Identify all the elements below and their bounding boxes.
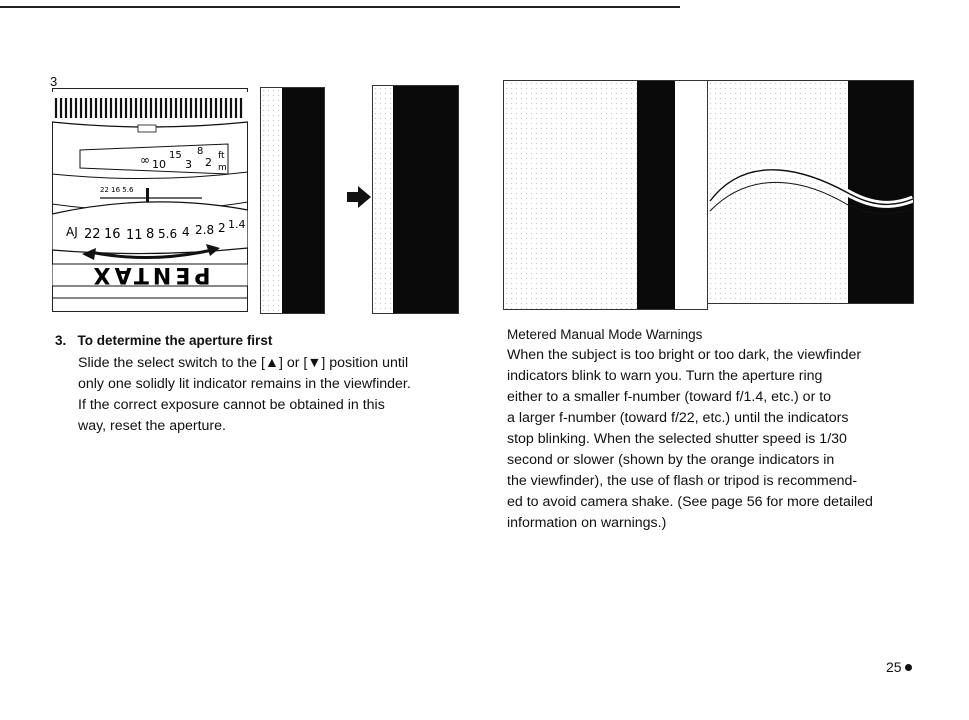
left-heading-text: To determine the aperture first: [77, 333, 273, 348]
right-heading: Metered Manual Mode Warnings: [507, 327, 703, 342]
aperture-5-6: 5.6: [158, 227, 178, 241]
brand-pentax: PENTAX: [89, 262, 211, 287]
aperture-prefix: AJ: [66, 225, 78, 239]
aperture-2-8: 2.8: [195, 223, 215, 237]
distance-10: 10: [152, 158, 166, 171]
unit-m: m: [218, 163, 227, 173]
aperture-2: 2: [218, 221, 226, 235]
left-body-line: If the correct exposure cannot be obtained in this: [78, 397, 385, 413]
arrow-right-icon: [347, 186, 371, 208]
lens-illustration: [52, 88, 248, 312]
page-number: [886, 659, 912, 675]
viewfinder-panel-2: [372, 85, 459, 314]
distance-15: 15: [169, 150, 182, 161]
page-number-value: 25: [886, 659, 902, 675]
figure-number: 3: [50, 74, 58, 89]
distance-infinity: ∞: [140, 153, 150, 167]
left-body-line: Slide the select switch to the [▲] or [▼] position until: [78, 355, 409, 371]
viewfinder-panel-1: [260, 87, 325, 314]
left-body-line: only one solidly lit indicator remains in the viewfinder.: [78, 376, 411, 392]
distance-3: 3: [185, 158, 192, 171]
aperture-16: 16: [104, 227, 121, 242]
blink-wave: [708, 81, 913, 303]
distance-8: 8: [197, 146, 204, 157]
viewfinder-1-indicator-bar: [282, 88, 324, 313]
viewfinder-panel-3: [503, 80, 708, 310]
aperture-11: 11: [126, 228, 143, 243]
viewfinder-2-indicator-bar: [393, 86, 458, 313]
right-body-line: second or slower (shown by the orange indicators in: [507, 452, 835, 468]
right-body-line: a larger f-number (toward f/22, etc.) until the indicators: [507, 410, 849, 426]
aperture-8: 8: [146, 227, 155, 242]
unit-ft: ft: [218, 151, 225, 161]
left-body: [78, 353, 411, 437]
right-body-line: When the subject is too bright or too dark, the viewfinder: [507, 347, 862, 363]
left-heading-number: 3.: [55, 333, 67, 348]
viewfinder-panel-4: [707, 80, 914, 304]
right-body-line: either to a smaller f-number (toward f/1.4, etc.) or to: [507, 389, 832, 405]
viewfinder-3-indicator-bar: [637, 81, 675, 309]
right-body-line: ed to avoid camera shake. (See page 56 for more detailed: [507, 494, 873, 510]
viewfinder-3-stipple: [504, 81, 637, 309]
right-body-line: stop blinking. When the selected shutter speed is 1/30: [507, 431, 847, 447]
distance-2: 2: [205, 156, 212, 169]
right-body-line: information on warnings.): [507, 515, 667, 531]
left-body-line: way, reset the aperture.: [78, 418, 226, 434]
right-body-line: the viewfinder), the use of flash or tripod is recommend-: [507, 473, 858, 489]
aperture-1-4: 1.4: [228, 218, 246, 231]
top-rule: [0, 6, 680, 8]
left-heading: [55, 333, 272, 348]
viewfinder-2-stipple: [373, 86, 393, 313]
dof-scale: 22 16 5.6: [100, 186, 134, 194]
bullet-icon: [905, 664, 912, 671]
right-body: [507, 345, 873, 534]
aperture-22: 22: [84, 227, 101, 242]
aperture-4: 4: [182, 225, 190, 239]
viewfinder-1-stipple: [261, 88, 282, 313]
right-body-line: indicators blink to warn you. Turn the aperture ring: [507, 368, 823, 384]
